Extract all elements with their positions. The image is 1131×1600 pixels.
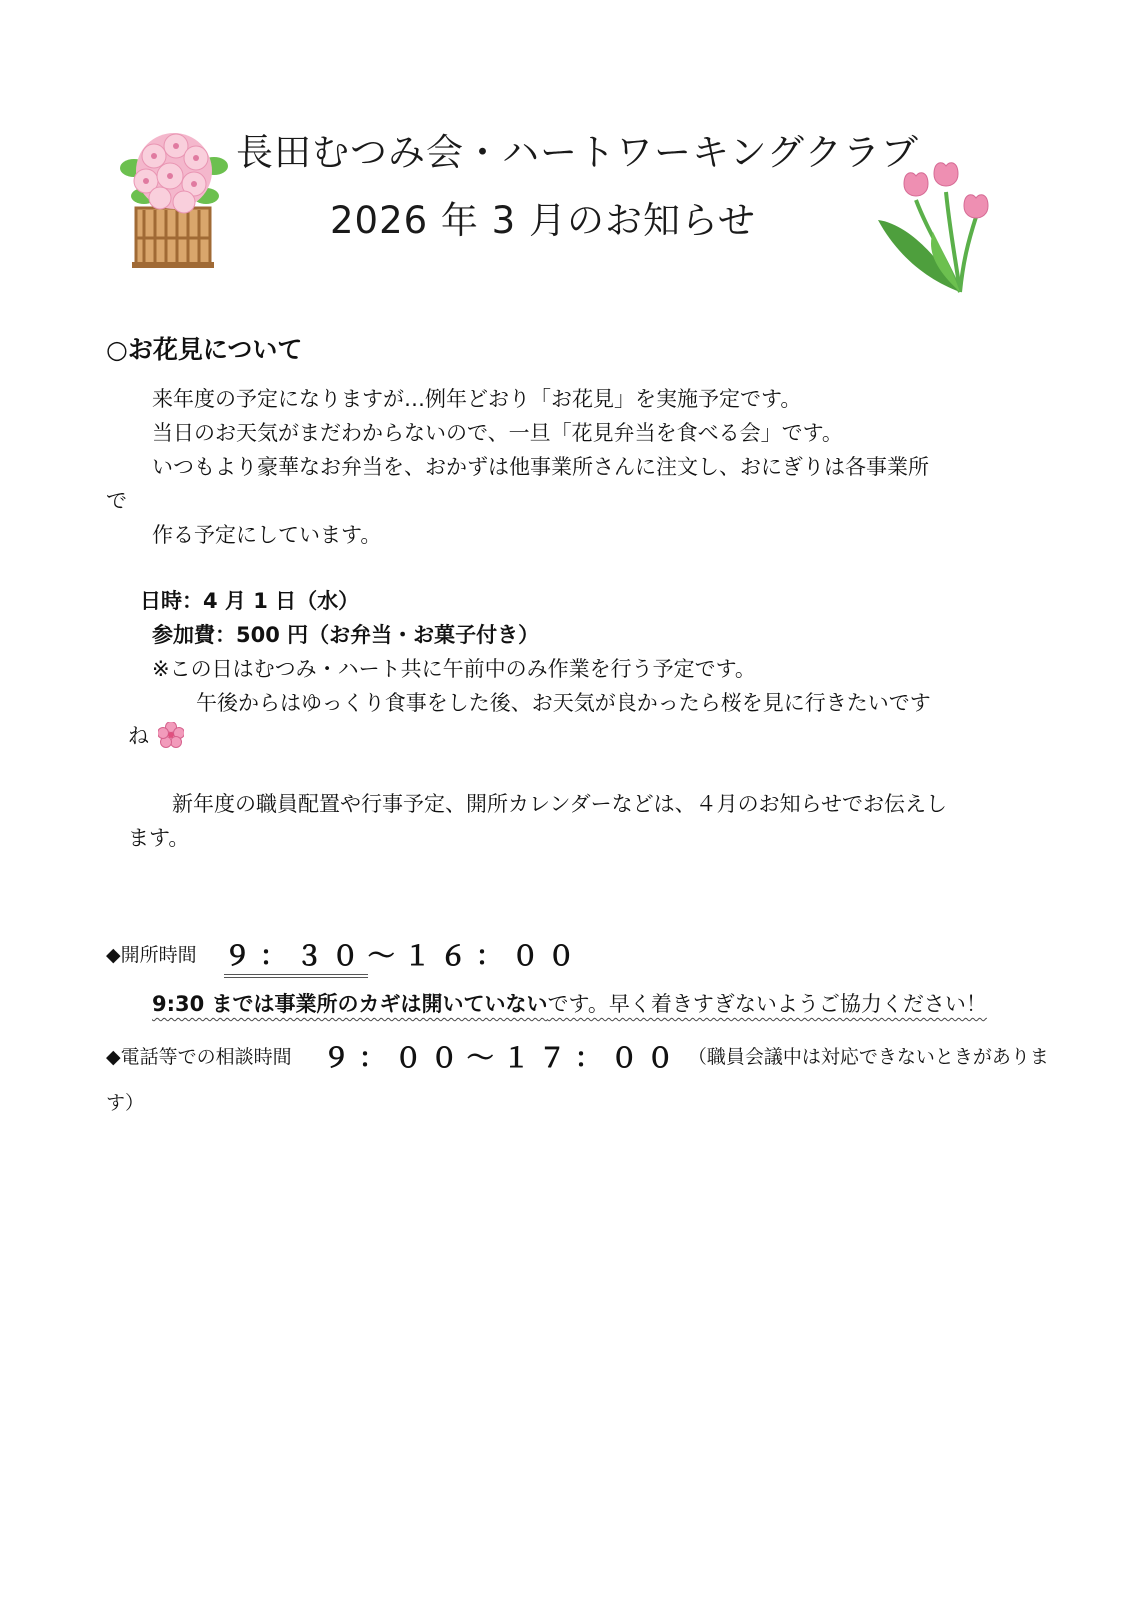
event-note: ※この日はむつみ・ハート共に午前中のみ作業を行う予定です。 bbox=[152, 657, 756, 681]
paragraph-line: 作る予定にしています。 bbox=[152, 523, 382, 547]
tulip-bouquet-icon bbox=[868, 162, 998, 297]
paragraph-line: 新年度の職員配置や行事予定、開所カレンダーなどは、４月のお知らせでお伝えし bbox=[172, 792, 948, 816]
event-note-end bbox=[128, 720, 182, 750]
phone-hours-row bbox=[106, 1036, 1049, 1075]
phone-hours-time: ９：００～１７：００ bbox=[322, 1043, 683, 1074]
opening-hours-note bbox=[152, 988, 987, 1018]
event-date: 日時：4 月 1 日（水） bbox=[140, 589, 360, 613]
paragraph-line: いつもより豪華なお弁当を、おかずは他事業所さんに注文し、おにぎりは各事業所 bbox=[152, 455, 929, 479]
event-note-tail: ね bbox=[128, 724, 149, 748]
event-fee: 参加費：500 円（お弁当・お菓子付き） bbox=[152, 623, 540, 647]
phone-hours-note: （職員会議中は対応できないときがありま bbox=[687, 1046, 1049, 1068]
paragraph-line: 当日のお天気がまだわからないので、一旦「花見弁当を食べる会」です。 bbox=[152, 421, 843, 445]
opening-hours-end: ～１６：００ bbox=[367, 941, 584, 972]
opening-hours-start: ９：３０ bbox=[224, 941, 368, 978]
paragraph-line: で bbox=[106, 489, 127, 513]
sakura-basket-icon bbox=[114, 126, 234, 271]
opening-hours-note-rest: です。早く着きすぎないようご協力ください！ bbox=[547, 992, 987, 1016]
section-heading: ○お花見について bbox=[106, 335, 303, 364]
phone-hours-note-end: す） bbox=[106, 1092, 145, 1114]
opening-hours-note-bold: 9:30 までは事業所のカギは開いていない bbox=[152, 992, 548, 1016]
phone-hours-label: ◆電話等での相談時間 bbox=[106, 1046, 292, 1068]
event-note: 午後からはゆっくり食事をした後、お天気が良かったら桜を見に行きたいです bbox=[196, 691, 931, 715]
notice-title-line-2: 2026 年 3 月のお知らせ bbox=[330, 199, 756, 242]
notice-title-line-1: 長田むつみ会・ハートワーキングクラブ bbox=[236, 131, 919, 174]
sakura-icon bbox=[158, 722, 184, 748]
paragraph-line: 来年度の予定になりますが…例年どおり「お花見」を実施予定です。 bbox=[152, 387, 802, 411]
paragraph-line: ます。 bbox=[128, 826, 190, 850]
opening-hours-label: ◆開所時間 bbox=[106, 944, 197, 966]
opening-hours-row bbox=[106, 934, 584, 973]
